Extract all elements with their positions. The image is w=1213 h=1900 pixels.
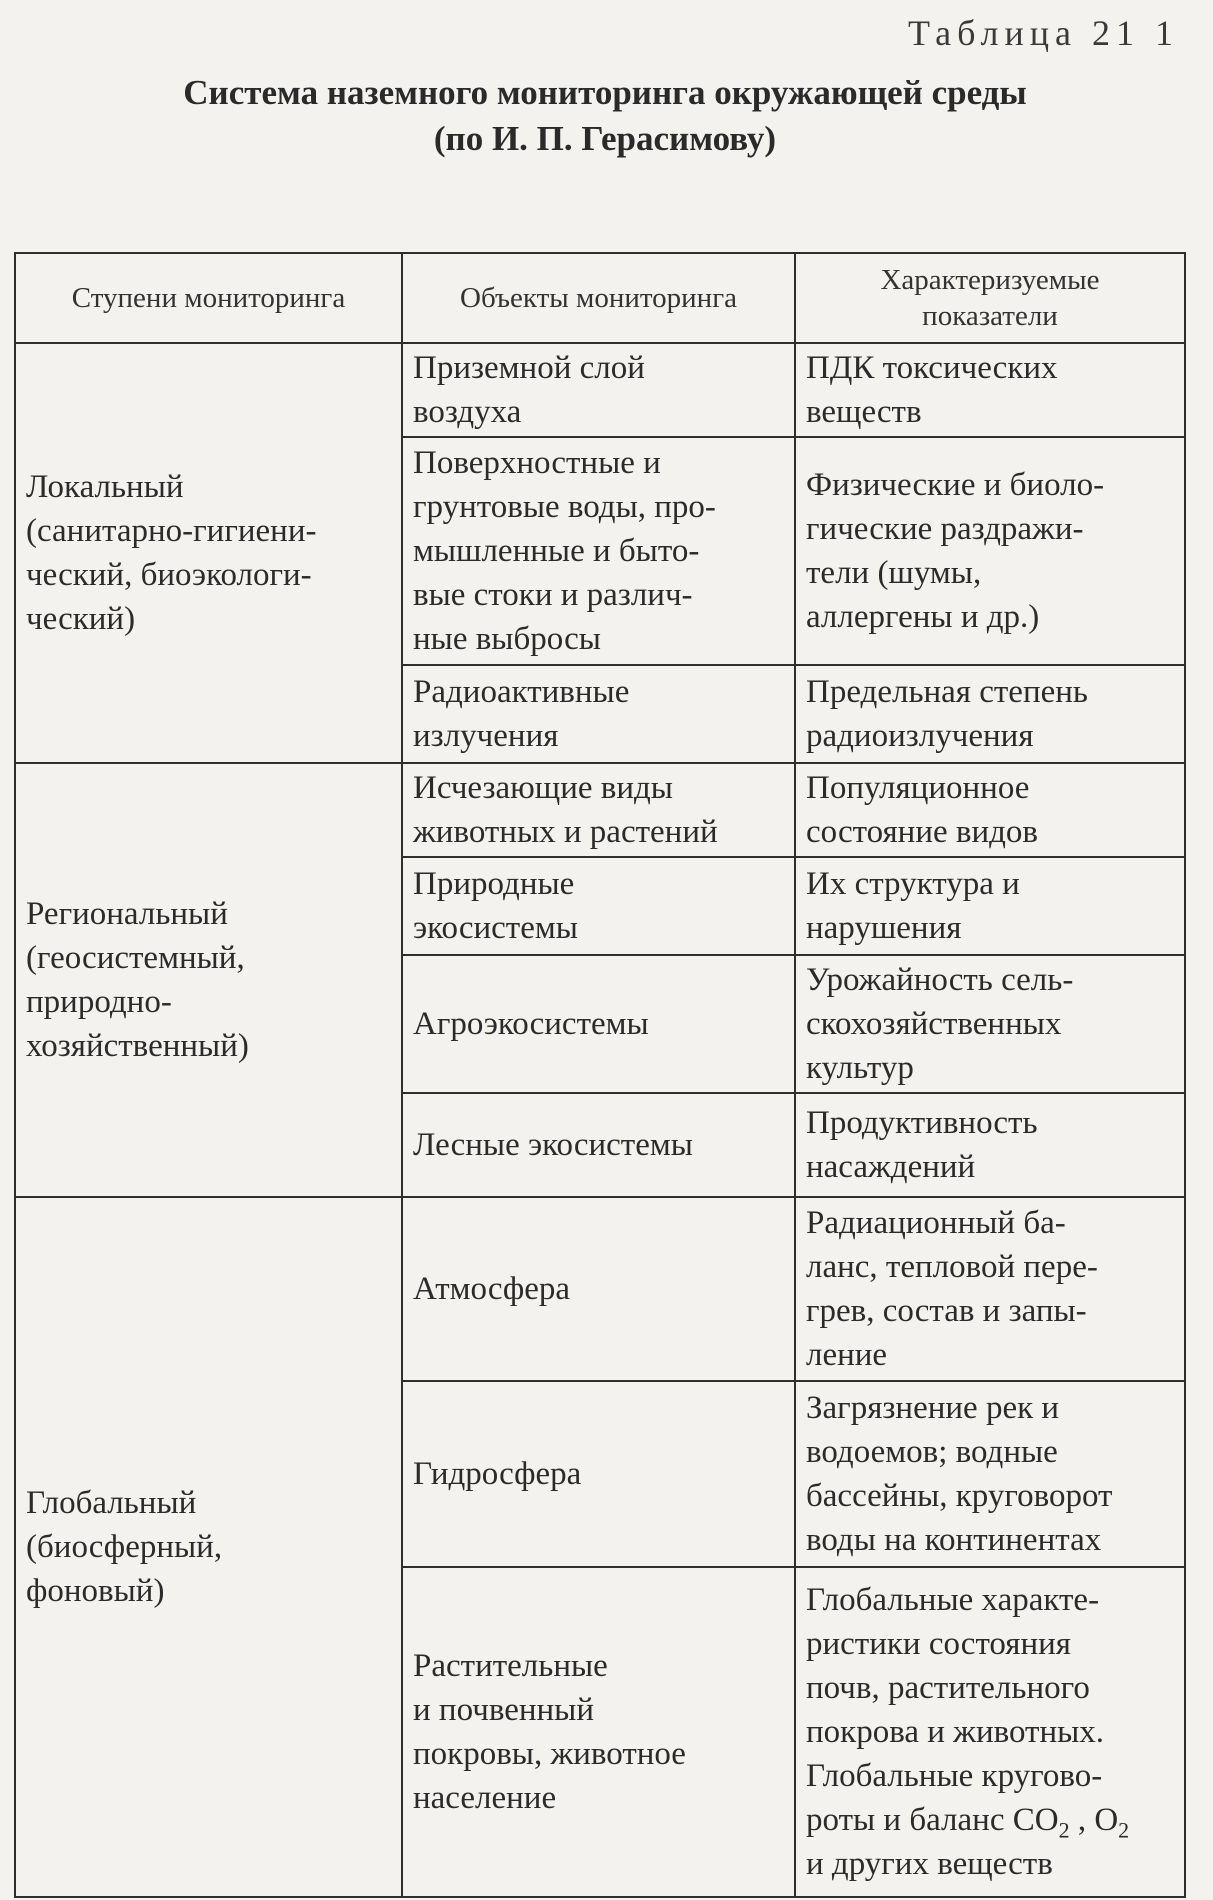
object-cell: Приземной слой воздуха	[402, 343, 795, 437]
table-row	[15, 343, 1185, 437]
stage-cell-global: Глобальный (биосферный, фоновый)	[15, 1197, 402, 1897]
object-cell: Исчезающие виды животных и растений	[402, 763, 795, 857]
header-stage: Ступени мониторинга	[15, 253, 402, 343]
object-cell: Гидросфера	[402, 1381, 795, 1567]
stage-cell-local: Локальный (санитарно-гигиени- ческий, биоэкологи- ческий)	[15, 343, 402, 763]
object-cell: Растительные и почвенный покровы, животное население	[402, 1567, 795, 1897]
object-cell: Поверхностные и грунтовые воды, про- мышленные и быто- вые стоки и различ- ные выбросы	[402, 437, 795, 665]
table-number: Таблица 21 1	[908, 13, 1179, 53]
table-title	[60, 70, 1150, 162]
indicator-cell: Загрязнение рек и водоемов; водные бассейны, круговорот воды на континентах	[795, 1381, 1185, 1567]
o2-formula: $O_2$	[1094, 1802, 1130, 1843]
header-indicators-line: показатели	[922, 300, 1058, 332]
title-line: (по И. П. Герасимову)	[433, 119, 777, 158]
header-indicators	[795, 253, 1185, 343]
monitoring-table	[14, 252, 1186, 1898]
header-row	[15, 253, 1185, 343]
indicator-cell: Физические и биоло- гические раздражи- тели (шумы, аллергены и др.)	[795, 437, 1185, 665]
object-cell: Лесные экосистемы	[402, 1093, 795, 1197]
header-indicators-line: Характеризуемые	[880, 264, 1100, 296]
indicator-cell: Предельная степень радиоизлучения	[795, 665, 1185, 763]
co2-formula: $CO_2$	[1012, 1802, 1070, 1843]
object-cell: Радиоактивные излучения	[402, 665, 795, 763]
indicator-cell: ПДК токсических веществ	[795, 343, 1185, 437]
title-line: Система наземного мониторинга окружающей среды	[183, 73, 1027, 112]
indicator-cell: Радиационный ба- ланс, тепловой пере- грев, состав и запы- ление	[795, 1197, 1185, 1381]
indicator-cell: Их структура и нарушения	[795, 857, 1185, 955]
stage-cell-regional: Региональный (геосистемный, природно- хозяйственный)	[15, 763, 402, 1197]
table-row	[15, 1197, 1185, 1381]
indicator-cell: Глобальные характе- ристики состояния почв, растительного покрова и животных. Глобальные кругово- роты и баланс $CO_2$ , $O_2$ и других веществ	[795, 1567, 1185, 1897]
header-objects: Объекты мониторинга	[402, 253, 795, 343]
indicator-cell: Продуктивность насаждений	[795, 1093, 1185, 1197]
formula-line: роты и баланс $CO_2$ , $O_2$	[806, 1802, 1130, 1843]
object-cell: Агроэкосистемы	[402, 955, 795, 1093]
object-cell: Природные экосистемы	[402, 857, 795, 955]
object-cell: Атмосфера	[402, 1197, 795, 1381]
indicator-cell: Популяционное состояние видов	[795, 763, 1185, 857]
indicator-cell: Урожайность сель- скохозяйственных культур	[795, 955, 1185, 1093]
table-row	[15, 763, 1185, 857]
